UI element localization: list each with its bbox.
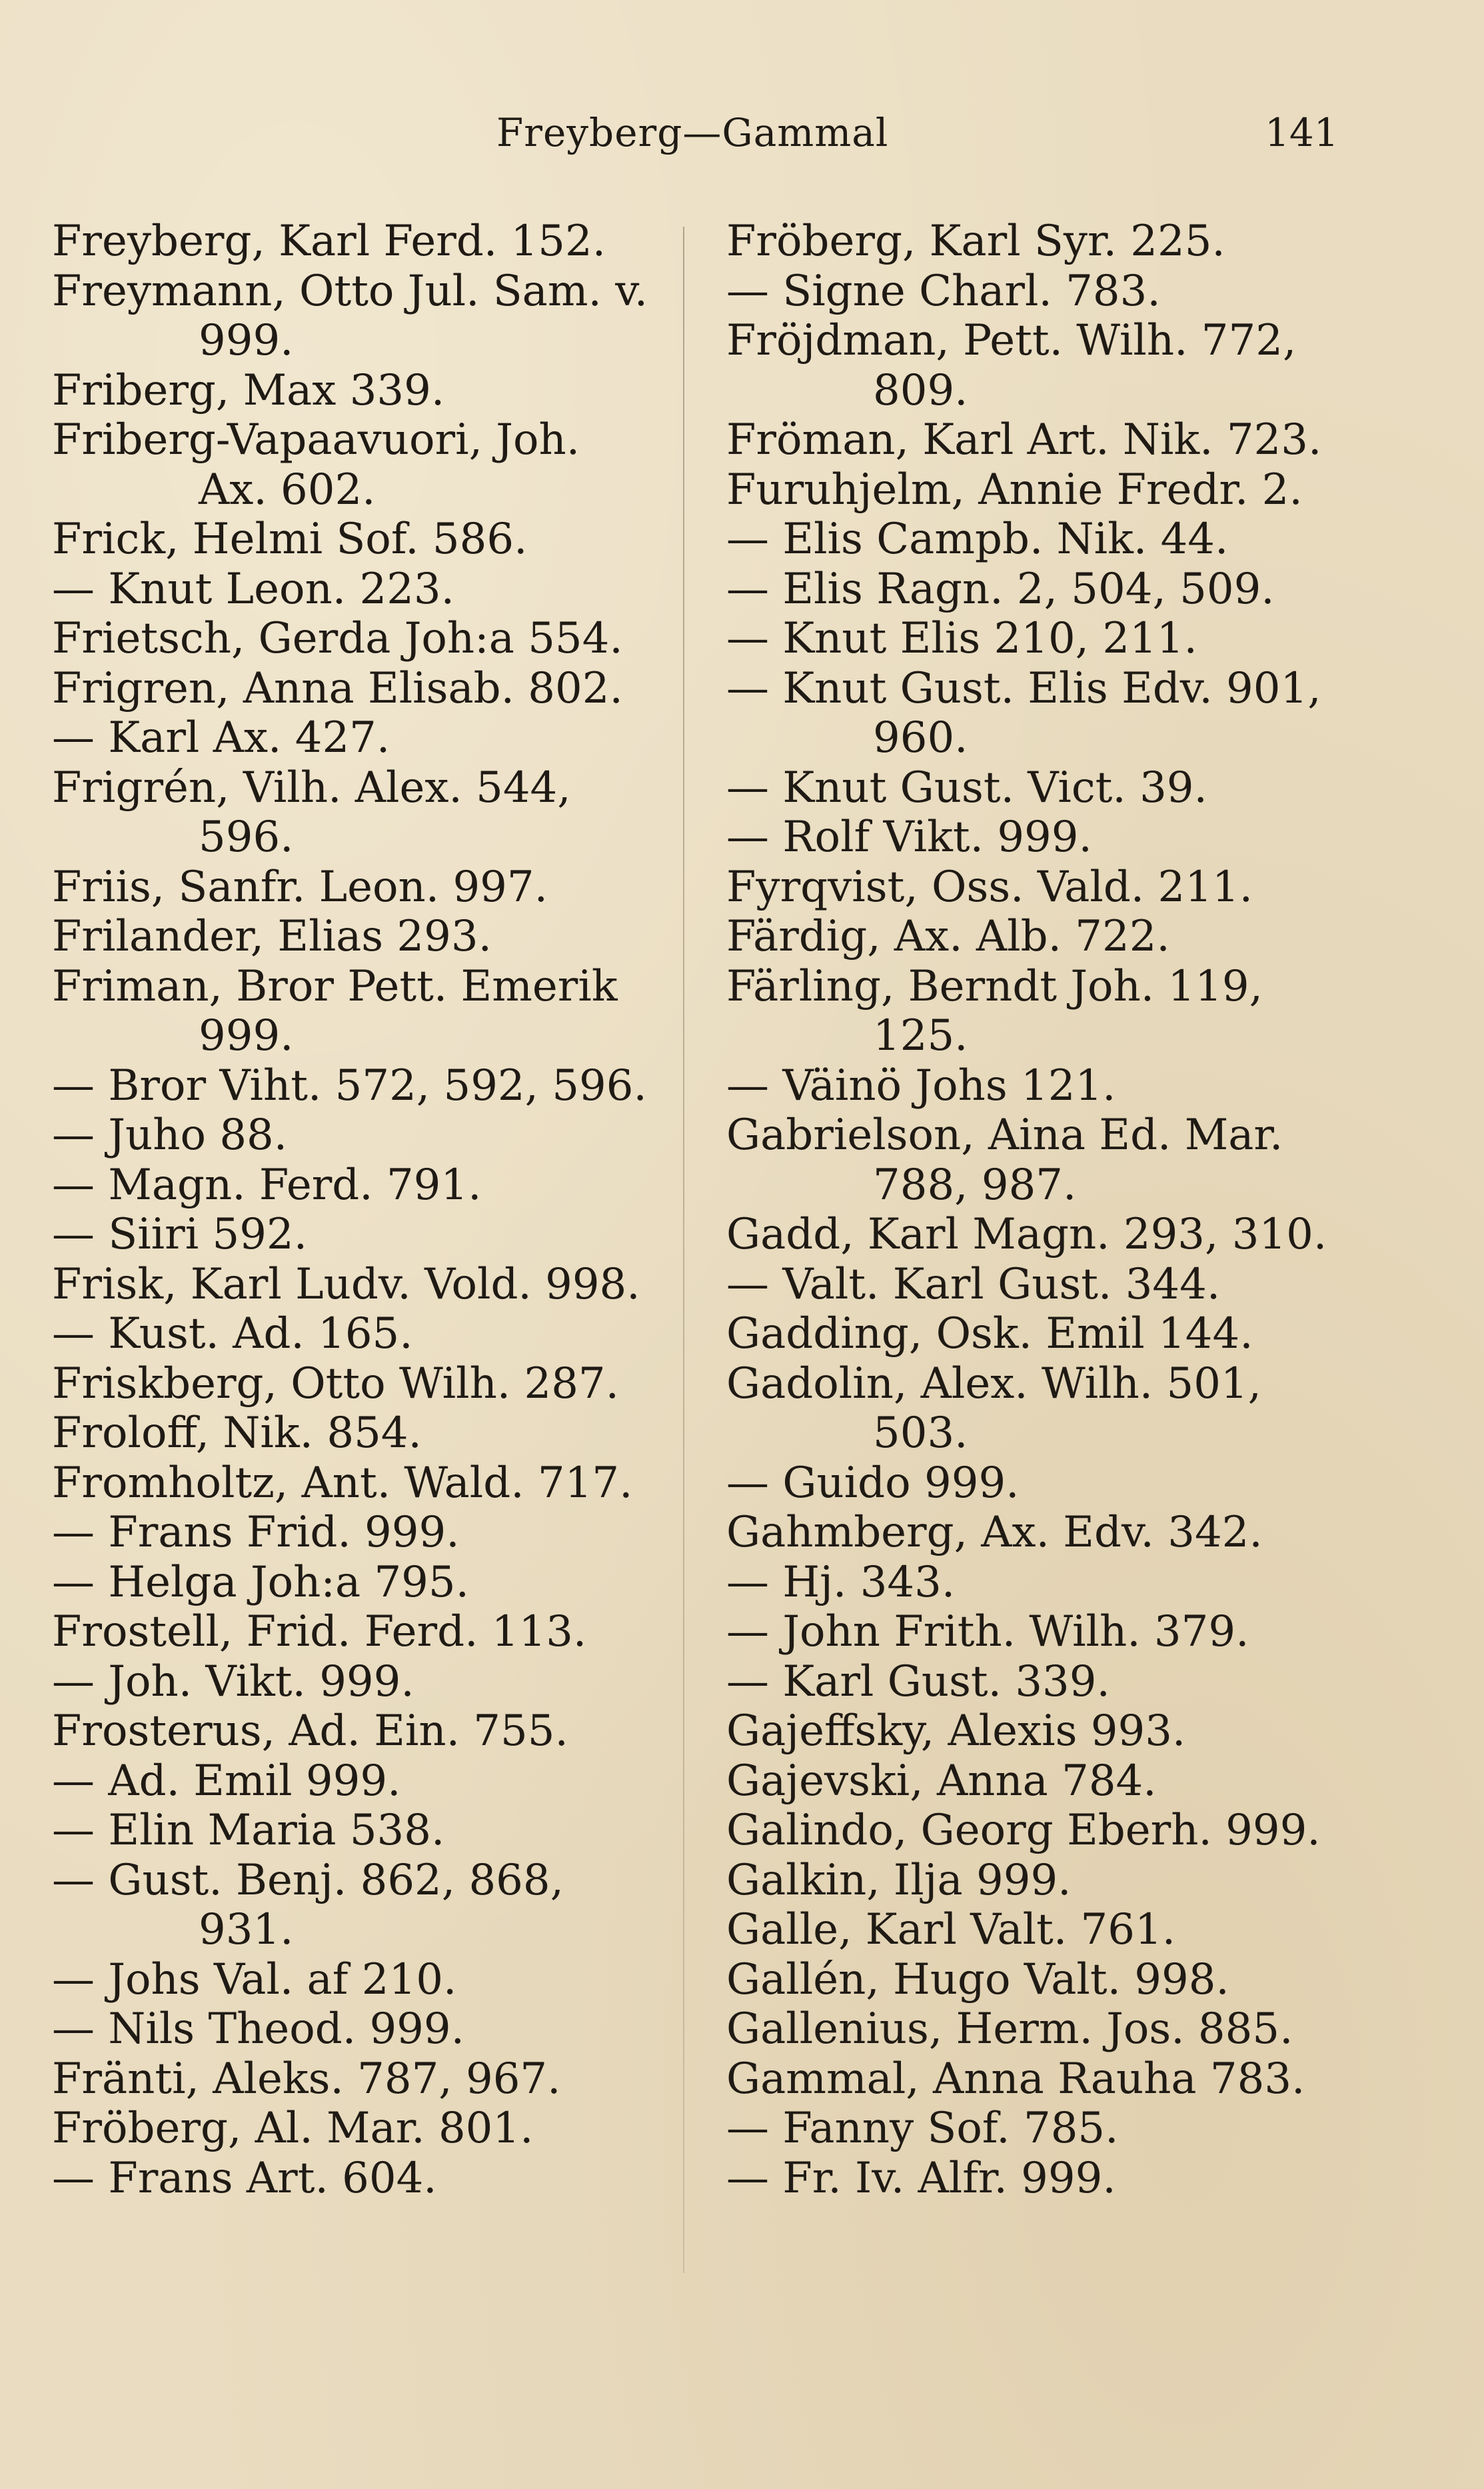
index-entry: Frosterus, Ad. Ein. 755. — [52, 1706, 568, 1756]
index-entry: Freyberg, Karl Ferd. 152. — [52, 217, 606, 266]
index-entry: Galle, Karl Valt. 761. — [726, 1905, 1176, 1954]
index-entry: — Elis Ragn. 2, 504, 509. — [726, 564, 1275, 614]
index-entry: Fröberg, Al. Mar. 801. — [52, 2104, 534, 2153]
index-entry: — Kust. Ad. 165. — [52, 1309, 413, 1358]
index-entry: Galkin, Ilja 999. — [726, 1855, 1072, 1905]
index-entry: — John Frith. Wilh. 379. — [726, 1607, 1249, 1656]
index-entry: Fränti, Aleks. 787, 967. — [52, 2054, 561, 2104]
index-entry: — Helga Joh:a 795. — [52, 1557, 469, 1607]
index-entry: Gadolin, Alex. Wilh. 501, 503. — [726, 1358, 1261, 1458]
index-entry: Frigrén, Vilh. Alex. 544, 596. — [52, 763, 571, 862]
index-entry: Friberg-Vapaavuori, Joh. Ax. 602. — [52, 415, 580, 515]
left-index-column — [52, 217, 652, 2203]
index-entry: Gajevski, Anna 784. — [726, 1756, 1157, 1806]
index-entry: Friman, Bror Pett. Emerik 999. — [52, 961, 618, 1061]
index-entry: — Karl Gust. 339. — [726, 1656, 1110, 1706]
index-entry: — Joh. Vikt. 999. — [52, 1656, 414, 1706]
index-entry: — Johs Val. af 210. — [52, 1954, 457, 2004]
index-entry: Gallenius, Herm. Jos. 885. — [726, 2004, 1293, 2054]
index-entry: Friberg, Max 339. — [52, 365, 445, 415]
index-entry: Fyrqvist, Oss. Vald. 211. — [726, 862, 1253, 912]
index-entry: — Elis Campb. Nik. 44. — [726, 515, 1229, 564]
index-entry: — Fanny Sof. 785. — [726, 2104, 1119, 2153]
index-entry: — Bror Viht. 572, 592, 596. — [52, 1061, 647, 1111]
index-entry: Fröberg, Karl Syr. 225. — [726, 217, 1225, 266]
index-entry: Gallén, Hugo Valt. 998. — [726, 1954, 1229, 2004]
index-entry: Frigren, Anna Elisab. 802. — [52, 663, 623, 713]
index-entry: Färdig, Ax. Alb. 722. — [726, 912, 1170, 961]
index-entry: — Hj. 343. — [726, 1557, 956, 1607]
index-entry: — Knut Gust. Elis Edv. 901, 960. — [726, 663, 1321, 763]
index-entry: Gammal, Anna Rauha 783. — [726, 2054, 1305, 2104]
right-index-column — [726, 217, 1346, 2203]
index-entry: Furuhjelm, Annie Fredr. 2. — [726, 465, 1303, 515]
index-entry: — Väinö Johs 121. — [726, 1061, 1116, 1111]
index-entry: — Valt. Karl Gust. 344. — [726, 1259, 1221, 1309]
index-entry: — Frans Art. 604. — [52, 2153, 437, 2203]
index-entry: Frilander, Elias 293. — [52, 912, 492, 961]
index-entry: — Nils Theod. 999. — [52, 2004, 464, 2054]
index-entry: — Gust. Benj. 862, 868, 931. — [52, 1855, 564, 1954]
index-entry: Frostell, Frid. Ferd. 113. — [52, 1607, 587, 1656]
index-entry: — Guido 999. — [726, 1458, 1020, 1508]
index-entry: Friskberg, Otto Wilh. 287. — [52, 1358, 619, 1408]
index-entry: Frick, Helmi Sof. 586. — [52, 515, 528, 564]
index-entry: — Juho 88. — [52, 1111, 288, 1160]
index-entry: — Karl Ax. 427. — [52, 713, 390, 763]
index-entry: — Elin Maria 538. — [52, 1806, 445, 1855]
index-entry: Froloff, Nik. 854. — [52, 1408, 422, 1458]
index-entry: Frisk, Karl Ludv. Vold. 998. — [52, 1259, 640, 1309]
header-title: Freyberg—Gammal — [496, 110, 889, 155]
column-divider — [683, 227, 684, 2273]
index-entry: — Knut Leon. 223. — [52, 564, 454, 614]
index-entry: — Frans Frid. 999. — [52, 1508, 460, 1557]
index-entry: Fröjdman, Pett. Wilh. 772, 809. — [726, 316, 1297, 415]
index-entry: — Signe Charl. 783. — [726, 266, 1161, 316]
index-entry: — Ad. Emil 999. — [52, 1756, 401, 1806]
index-entry: Fröman, Karl Art. Nik. 723. — [726, 415, 1322, 465]
index-entry: — Fr. Iv. Alfr. 999. — [726, 2153, 1116, 2203]
index-entry: Friis, Sanfr. Leon. 997. — [52, 862, 548, 912]
index-entry: Gahmberg, Ax. Edv. 342. — [726, 1508, 1263, 1557]
index-entry: Galindo, Georg Eberh. 999. — [726, 1806, 1321, 1855]
index-entry: Gajeffsky, Alexis 993. — [726, 1706, 1186, 1756]
running-header — [0, 110, 1484, 170]
index-entry: Fromholtz, Ant. Wald. 717. — [52, 1458, 633, 1508]
index-entry: Gadd, Karl Magn. 293, 310. — [726, 1210, 1327, 1259]
index-entry: — Knut Gust. Vict. 39. — [726, 763, 1207, 813]
index-entry: Freymann, Otto Jul. Sam. v. 999. — [52, 266, 648, 365]
index-entry: — Rolf Vikt. 999. — [726, 813, 1092, 862]
index-entry: — Knut Elis 210, 211. — [726, 614, 1197, 663]
index-entry: Färling, Berndt Joh. 119, 125. — [726, 961, 1263, 1061]
index-entry: — Magn. Ferd. 791. — [52, 1160, 482, 1210]
index-entry: Frietsch, Gerda Joh:a 554. — [52, 614, 623, 663]
index-entry: — Siiri 592. — [52, 1210, 308, 1259]
index-entry: Gadding, Osk. Emil 144. — [726, 1309, 1253, 1358]
index-entry: Gabrielson, Aina Ed. Mar. 788, 987. — [726, 1111, 1283, 1210]
page-number: 141 — [1265, 110, 1339, 155]
